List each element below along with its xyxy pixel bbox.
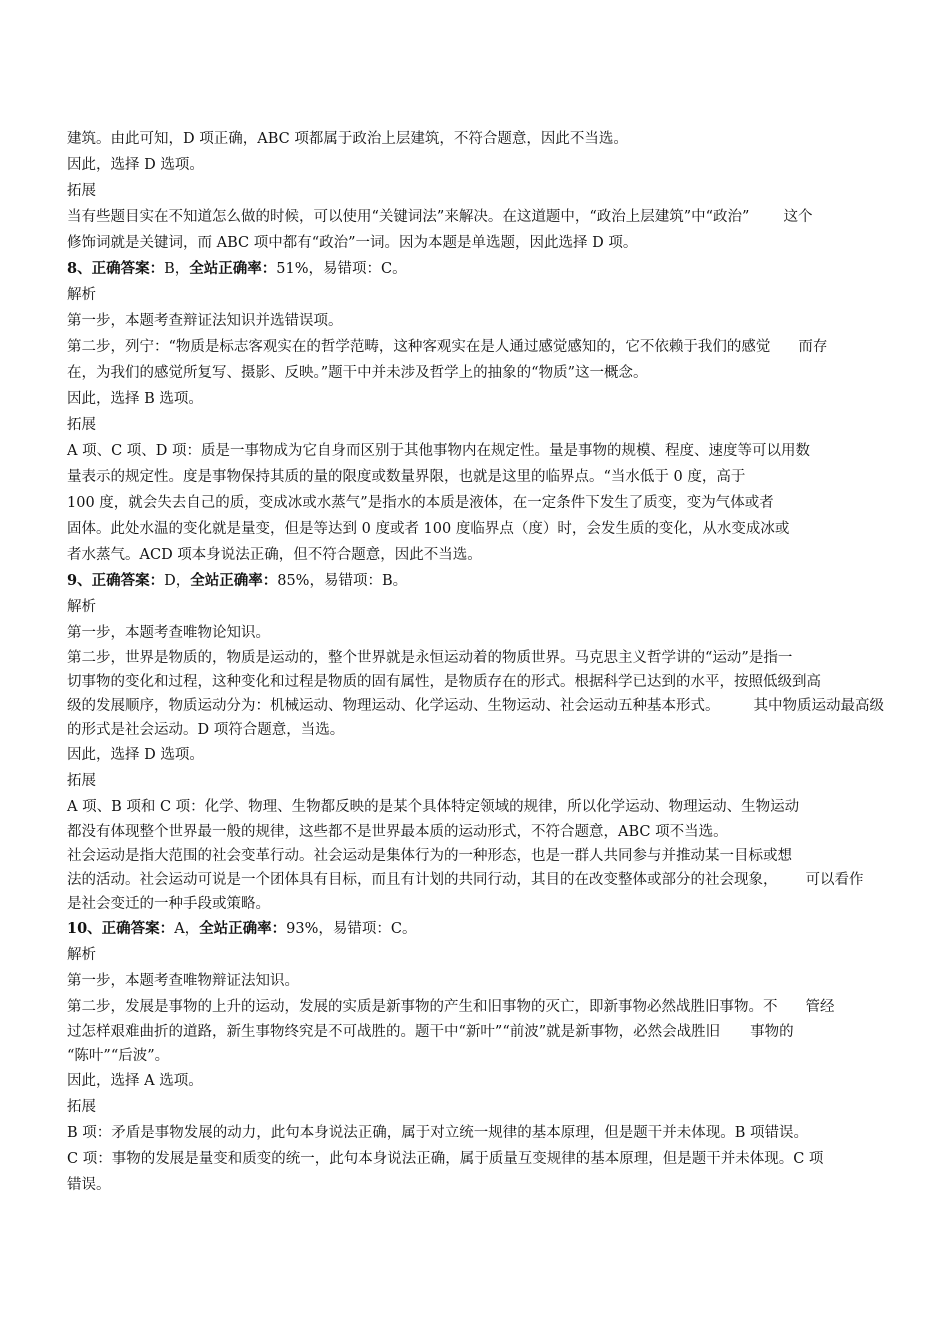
text-line	[67, 868, 893, 892]
rate-label: 全站正确率：	[199, 920, 287, 937]
analysis-heading: 解析	[67, 947, 96, 963]
document-content	[67, 126, 893, 1198]
text-line: 是社会变迁的一种手段或策略。	[67, 896, 270, 912]
text-line: 第一步，本题考查唯物论知识。	[67, 625, 270, 641]
text-segment: 可以看作	[805, 872, 864, 888]
text-line: 修饰词就是关键词，而 ABC 项中都有“政治”一词。因为本题是单选题，因此选择 D 项。	[67, 235, 638, 251]
text-line: 因此，选择 D 选项。	[67, 157, 204, 173]
text-segment: 法的活动。社会运动可说是一个团体具有目标，而且有计划的共同行动，其目的在改变整体或部分的社会现象，	[67, 872, 778, 888]
answer-line	[67, 916, 893, 942]
analysis-heading: 解析	[67, 599, 96, 615]
text-line: “陈叶”“后波”。	[67, 1048, 170, 1064]
answer-value: B，	[164, 261, 190, 277]
extension-heading: 拓展	[67, 417, 96, 433]
text-line: 建筑。由此可知，D 项正确，ABC 项都属于政治上层建筑，不符合题意，因此不当选。	[67, 131, 628, 147]
text-line: B 项：矛盾是事物发展的动力，此句本身说法正确，属于对立统一规律的基本原理，但是题干并未体现。B 项错误。	[67, 1125, 809, 1141]
text-line: A 项、B 项和 C 项：化学、物理、生物都反映的是某个具体特定领域的规律，所以化学运动、物理运动、生物运动	[67, 799, 800, 815]
question-7-tail	[67, 126, 893, 256]
text-line	[67, 694, 893, 718]
text-line: 量表示的规定性。度是事物保持其质的量的限度或数量界限，也就是这里的临界点。“当水低于 0 度，高于	[67, 469, 746, 485]
text-line: 社会运动是指大范围的社会变革行动。社会运动是集体行为的一种形态，也是一群人共同参与并推动某一目标或想	[67, 848, 792, 864]
text-line: 切事物的变化和过程，这种变化和过程是物质的固有属性，是物质存在的形式。根据科学已达到的水平，按照低级到高	[67, 674, 821, 690]
question-10	[67, 916, 893, 1198]
extension-heading: 拓展	[67, 183, 96, 199]
text-line: 第一步，本题考查唯物辩证法知识。	[67, 973, 299, 989]
text-segment: 事物的	[750, 1024, 794, 1040]
answer-value: D，	[164, 573, 191, 589]
rate-value: 93%，易错项：C。	[286, 921, 417, 937]
extension-heading: 拓展	[67, 1099, 96, 1115]
answer-label: 9、正确答案：	[67, 572, 165, 589]
answer-value: A，	[174, 921, 200, 937]
text-line	[67, 204, 893, 230]
text-line: 的形式是社会运动。D 项符合题意，当选。	[67, 722, 345, 738]
text-line: 错误。	[67, 1177, 111, 1193]
rate-label: 全站正确率：	[190, 572, 278, 589]
text-line: 100 度，就会失去自己的质，变成冰或水蒸气”是指水的本质是液体，在一定条件下发生了质变，变为气体或者	[67, 495, 774, 511]
text-segment: 这个	[783, 209, 813, 225]
text-line: 在，为我们的感觉所复写、摄影、反映。”题干中并未涉及哲学上的抽象的“物质”这一概念。	[67, 365, 648, 381]
text-line: 第二步，世界是物质的，物质是运动的，整个世界就是永恒运动着的物质世界。马克思主义哲学讲的“运动”是指一	[67, 650, 793, 666]
text-line	[67, 1020, 893, 1044]
text-line: 固体。此处水温的变化就是量变，但是等达到 0 度或者 100 度临界点（度）时，会发生质的变化，从水变成冰或	[67, 521, 790, 537]
rate-value: 51%，易错项：C。	[276, 261, 407, 277]
text-line: 因此，选择 B 选项。	[67, 391, 203, 407]
text-line: 者水蒸气。ACD 项本身说法正确，但不符合题意，因此不当选。	[67, 547, 482, 563]
question-8	[67, 256, 893, 568]
answer-line	[67, 568, 893, 594]
rate-label: 全站正确率：	[189, 260, 277, 277]
text-line: A 项、C 项、D 项：质是一事物成为它自身而区别于其他事物内在规定性。量是事物的规模、程度、速度等可以用数	[67, 443, 811, 459]
text-line	[67, 334, 893, 360]
rate-value: 85%，易错项：B。	[277, 573, 408, 589]
extension-heading: 拓展	[67, 773, 96, 789]
answer-label: 8、正确答案：	[67, 260, 165, 277]
text-line: 都没有体现整个世界最一般的规律，这些都不是世界最本质的运动形式，不符合题意，ABC 项不当选。	[67, 824, 728, 840]
question-9	[67, 568, 893, 916]
answer-line	[67, 256, 893, 282]
answer-label: 10、正确答案：	[67, 920, 175, 937]
text-segment: 管经	[805, 999, 835, 1015]
text-line: 因此，选择 A 选项。	[67, 1073, 203, 1089]
text-segment: 第二步，列宁：“物质是标志客观实在的哲学范畴，这种客观实在是人通过感觉感知的，它不依赖于我们的感觉	[67, 339, 771, 355]
text-line: C 项：事物的发展是量变和质变的统一，此句本身说法正确，属于质量互变规律的基本原理，但是题干并未体现。C 项	[67, 1151, 824, 1167]
text-segment: 其中物质运动最高级	[753, 698, 884, 714]
text-segment: 第二步，发展是事物的上升的运动，发展的实质是新事物的产生和旧事物的灭亡，即新事物必然战胜旧事物。不	[67, 999, 778, 1015]
analysis-heading: 解析	[67, 287, 96, 303]
text-line	[67, 994, 893, 1020]
text-segment: 当有些题目实在不知道怎么做的时候，可以使用“关键词法”来解决。在这道题中，“政治上层建筑”中“政治”	[67, 209, 750, 225]
text-segment: 级的发展顺序，物质运动分为：机械运动、物理运动、化学运动、生物运动、社会运动五种基本形式。	[67, 698, 720, 714]
text-segment: 而存	[798, 339, 828, 355]
text-segment: 过怎样艰难曲折的道路，新生事物终究是不可战胜的。题干中“新叶”“前波”就是新事物，必然会战胜旧	[67, 1024, 721, 1040]
text-line: 第一步，本题考查辩证法知识并选错误项。	[67, 313, 343, 329]
text-line: 因此，选择 D 选项。	[67, 747, 204, 763]
